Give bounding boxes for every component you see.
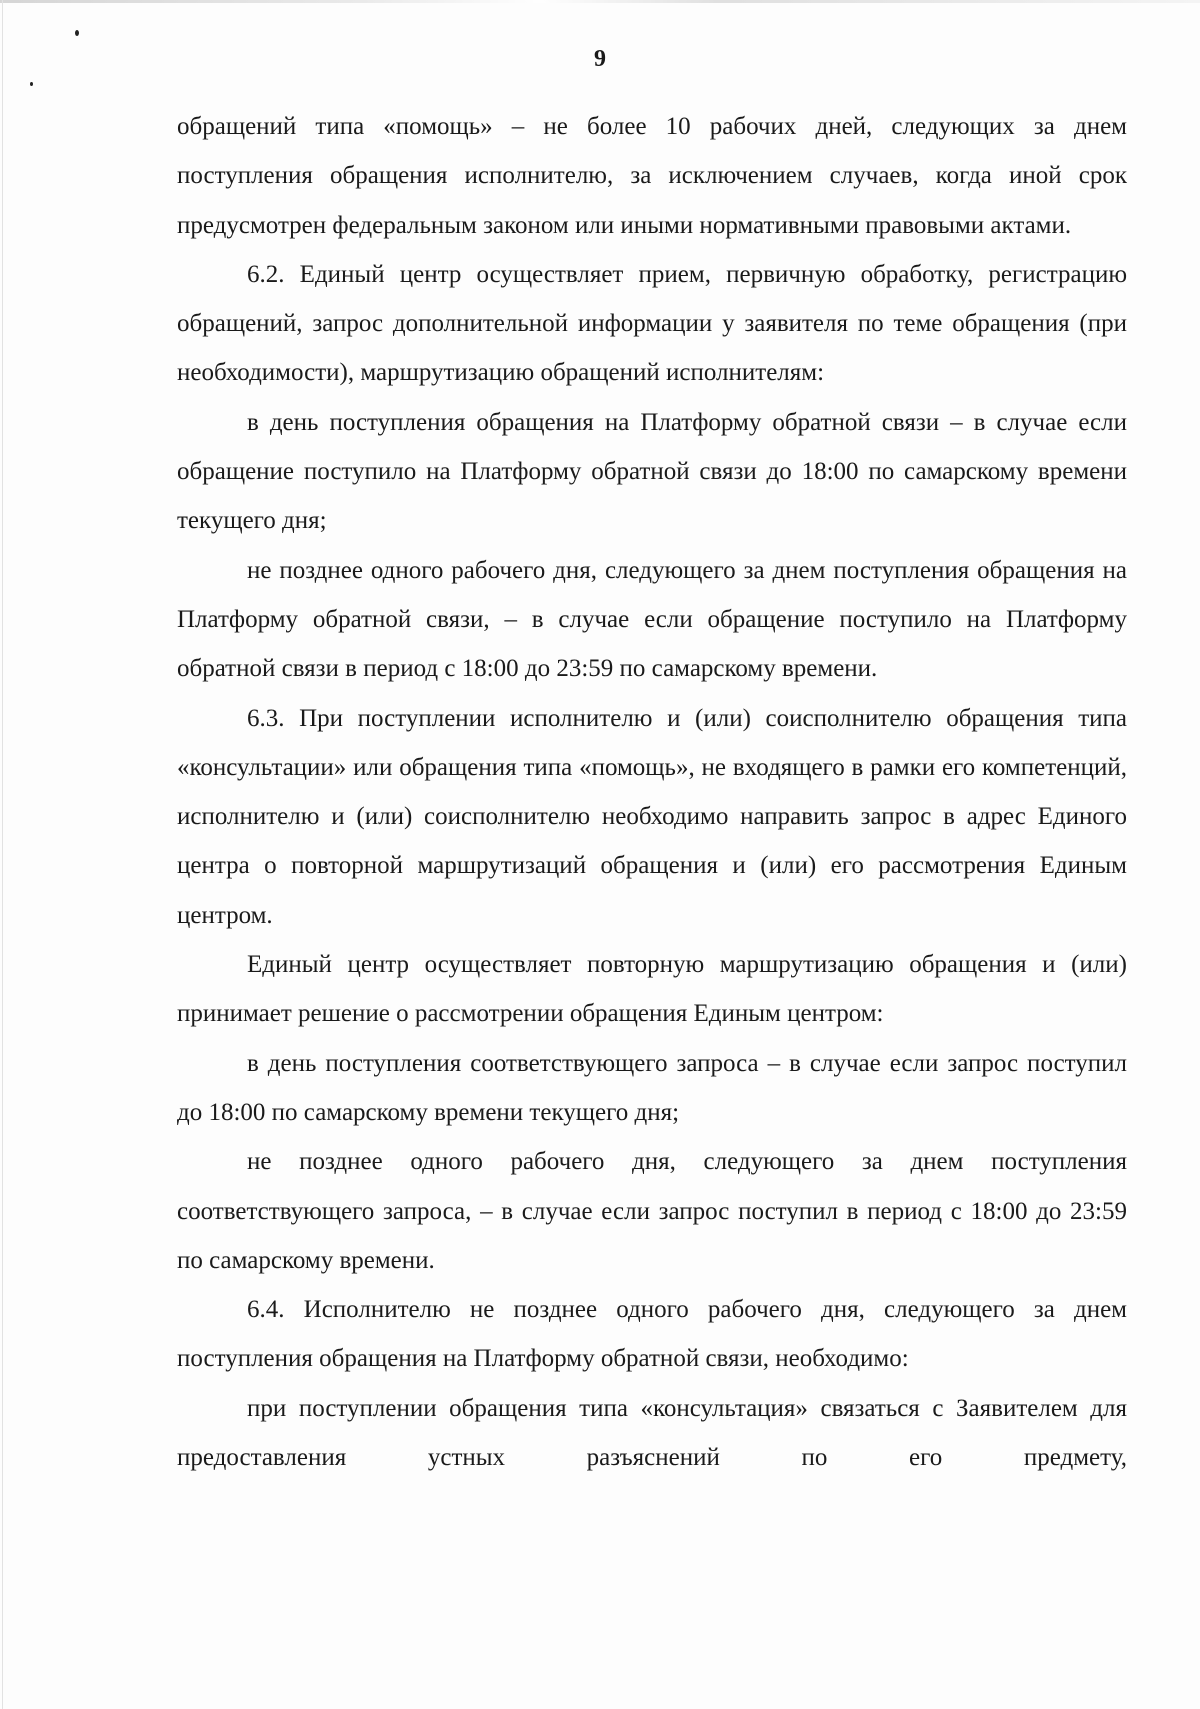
paragraph: Единый центр осуществляет повторную маршрутизацию обращения и (или) принимает решение о рассмотрении обращения Единым центром: [177, 951, 1127, 1028]
scan-left-edge [2, 0, 3, 1709]
paragraph: обращений типа «помощь» – не более 10 рабочих дней, следующих за днем поступления обращения исполнителю, за исключением случаев, когда иной срок предусмотрен федеральным законом или иными нормативными правовыми актами. [177, 113, 1127, 239]
paragraph: в день поступления соответствующего запроса – в случае если запрос поступил до 18:00 по самарскому времени текущего дня; [177, 1049, 1127, 1126]
scan-top-edge [0, 0, 1200, 3]
page-number: 9 [594, 46, 606, 72]
paragraph: в день поступления обращения на Платформу обратной связи – в случае если обращение поступило на Платформу обратной связи до 18:00 по самарскому времени текущего дня; [177, 408, 1127, 535]
paragraph: 6.3. При поступлении исполнителю и (или) соисполнителю обращения типа «консультации» или обращения типа «помощь», не входящего в рамки его компетенций, исполнителю и (или) соисполнителю необходимо направить запрос в адрес Единого центра о повторной маршрутизаций обращения и (или) его рассмотрения Единым центром. [177, 704, 1127, 929]
paragraph: 6.2. Единый центр осуществляет прием, первичную обработку, регистрацию обращений, запрос дополнительной информации у заявителя по теме обращения (при необходимости), маршрутизацию обращений исполнителям: [177, 260, 1127, 387]
paragraph: 6.4. Исполнителю не позднее одного рабочего дня, следующего за днем поступления обращения на Платформу обратной связи, необходимо: [177, 1296, 1127, 1373]
document-body [177, 102, 1127, 1482]
paragraph: при поступлении обращения типа «консультация» связаться с Заявителем для предоставления устных разъяснений по его предмету, [177, 1394, 1127, 1472]
paragraph: не позднее одного рабочего дня, следующего за днем поступления соответствующего запроса, – в случае если запрос поступил в период с 18:00 до 23:59 по самарскому времени. [177, 1148, 1127, 1274]
scan-speck [75, 30, 79, 36]
scan-speck [30, 82, 33, 86]
paragraph: не позднее одного рабочего дня, следующего за днем поступления обращения на Платформу обратной связи, – в случае если обращение поступило на Платформу обратной связи в период с 18:00 до 23:59 по самарскому времени. [177, 556, 1127, 683]
